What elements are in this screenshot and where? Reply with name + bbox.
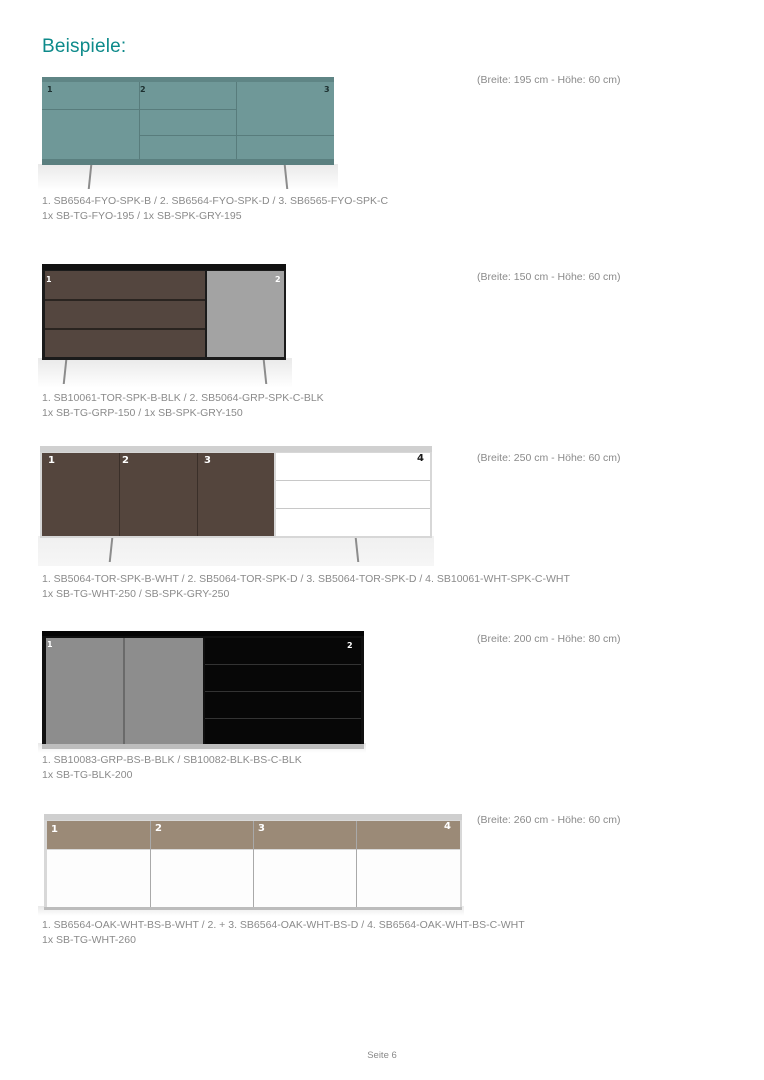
dimensions-text: (Breite: 200 cm - Höhe: 80 cm) bbox=[477, 633, 621, 645]
position-label: 3 bbox=[258, 823, 265, 834]
position-label: 1 bbox=[46, 275, 52, 284]
position-label: 2 bbox=[155, 823, 162, 834]
position-label: 1 bbox=[48, 455, 55, 466]
floor-shadow bbox=[38, 358, 292, 388]
position-label: 4 bbox=[444, 821, 451, 832]
dimensions-text: (Breite: 195 cm - Höhe: 60 cm) bbox=[477, 74, 621, 86]
caption-line: 1. SB5064-TOR-SPK-B-WHT / 2. SB5064-TOR-SPK-D / 3. SB5064-TOR-SPK-D / 4. SB10061-WHT-SPK-C-WHT bbox=[42, 573, 570, 585]
caption-line: 1x SB-TG-WHT-250 / SB-SPK-GRY-250 bbox=[42, 588, 230, 600]
position-label: 1 bbox=[47, 640, 53, 649]
caption-line: 1x SB-TG-FYO-195 / 1x SB-SPK-GRY-195 bbox=[42, 210, 242, 222]
example-caption bbox=[42, 194, 388, 224]
caption-line: 1. SB6564-OAK-WHT-BS-B-WHT / 2. + 3. SB6564-OAK-WHT-BS-D / 4. SB6564-OAK-WHT-BS-C-WHT bbox=[42, 919, 525, 931]
position-label: 1 bbox=[51, 824, 58, 835]
example-caption bbox=[42, 918, 525, 948]
caption-line: 1x SB-TG-BLK-200 bbox=[42, 769, 133, 781]
sideboard-image-1 bbox=[42, 77, 334, 165]
page-title: Beispiele: bbox=[42, 36, 127, 57]
floor-shadow bbox=[38, 536, 434, 566]
dimensions-text: (Breite: 150 cm - Höhe: 60 cm) bbox=[477, 271, 621, 283]
position-label: 2 bbox=[275, 275, 281, 284]
caption-line: 1x SB-TG-GRP-150 / 1x SB-SPK-GRY-150 bbox=[42, 407, 243, 419]
example-caption bbox=[42, 391, 324, 421]
dimensions-text: (Breite: 260 cm - Höhe: 60 cm) bbox=[477, 814, 621, 826]
example-caption bbox=[42, 753, 302, 783]
caption-line: 1. SB10083-GRP-BS-B-BLK / SB10082-BLK-BS-C-BLK bbox=[42, 754, 302, 766]
position-label: 4 bbox=[417, 453, 424, 464]
position-label: 1 bbox=[47, 85, 53, 94]
position-label: 2 bbox=[140, 85, 146, 94]
floor-shadow bbox=[38, 164, 338, 190]
position-label: 3 bbox=[204, 455, 211, 466]
sideboard-image-2 bbox=[42, 264, 286, 360]
dimensions-text: (Breite: 250 cm - Höhe: 60 cm) bbox=[477, 452, 621, 464]
caption-line: 1x SB-TG-WHT-260 bbox=[42, 934, 136, 946]
sideboard-image-5 bbox=[44, 814, 462, 910]
page-number: Seite 6 bbox=[367, 1050, 397, 1061]
position-label: 3 bbox=[324, 85, 330, 94]
caption-line: 1. SB10061-TOR-SPK-B-BLK / 2. SB5064-GRP-SPK-C-BLK bbox=[42, 392, 324, 404]
caption-line: 1. SB6564-FYO-SPK-B / 2. SB6564-FYO-SPK-D / 3. SB6565-FYO-SPK-C bbox=[42, 195, 389, 207]
position-label: 2 bbox=[122, 455, 129, 466]
sideboard-image-4 bbox=[42, 631, 364, 749]
sideboard-image-3 bbox=[40, 446, 432, 538]
example-caption bbox=[42, 572, 570, 602]
position-label: 2 bbox=[347, 641, 353, 650]
